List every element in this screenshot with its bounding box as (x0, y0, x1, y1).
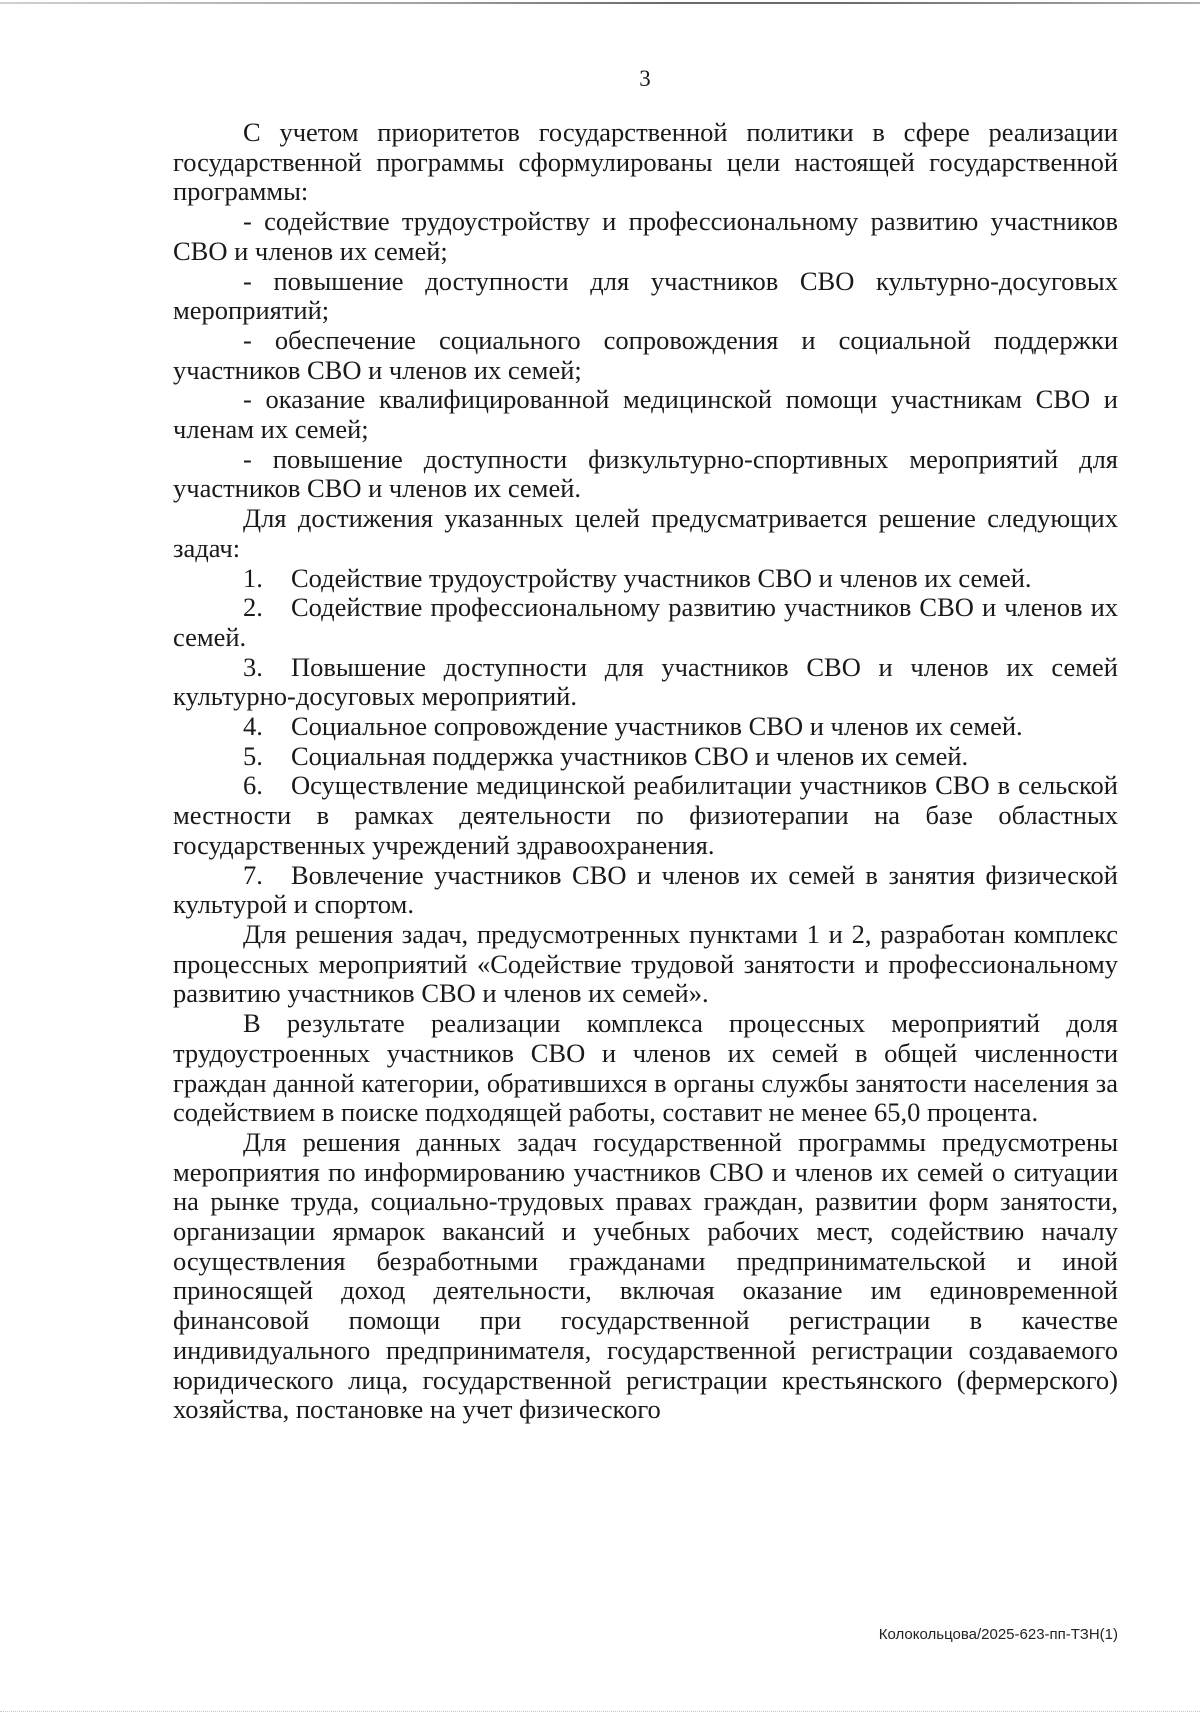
tasks-intro-paragraph: Для достижения указанных целей предусматривается решение следующих задач: (173, 503, 1118, 563)
goal-item: - содействие трудоустройству и профессиональному развитию участников СВО и членов их семей; (173, 206, 1118, 266)
page-number: 3 (639, 66, 651, 91)
task-text: Содействие трудоустройству участников СВО и членов их семей. (291, 562, 1032, 593)
task-number: 2. (243, 592, 263, 623)
task-text: Содействие профессиональному развитию участников СВО и членов их семей. (173, 592, 1118, 652)
measures-paragraph: Для решения данных задач государственной программы предусмотрены мероприятия по информированию участников СВО и членов их семей о ситуации на рынке труда, социально-трудовых правах граждан, развитии форм занятости, организации ярмарок вакансий и учебных рабочих мест, содействию началу осуществления безработными гражданами предпринимательской и иной приносящей доход деятельности, включая оказание им единовременной финансовой помощи при государственной регистрации в качестве индивидуального предпринимателя, государственной регистрации создаваемого юридического лица, государственной регистрации крестьянского (фермерского) хозяйства, постановке на учет физического (173, 1126, 1118, 1425)
task-item (173, 593, 1118, 652)
task-number: 1. (243, 562, 263, 593)
task-number: 3. (243, 651, 263, 682)
task-text: Осуществление медицинской реабилитации участников СВО в сельской местности в рамках деятельности по физиотерапии на базе областных государственных учреждений здравоохранения. (173, 770, 1118, 860)
goals-intro-paragraph: С учетом приоритетов государственной политики в сфере реализации государственной программы сформулированы цели настоящей государственной программы: (173, 117, 1118, 207)
task-number: 7. (243, 859, 263, 890)
task-item (173, 742, 1118, 772)
goal-item: - повышение доступности физкультурно-спортивных мероприятий для участников СВО и членов их семей. (173, 443, 1118, 504)
task-item (173, 564, 1118, 594)
process-complex-paragraph: Для решения задач, предусмотренных пунктами 1 и 2, разработан комплекс процессных мероприятий «Содействие трудовой занятости и профессиональному развитию участников СВО и членов их семей». (173, 918, 1118, 1009)
task-number: 5. (243, 740, 263, 771)
task-item (173, 771, 1118, 860)
task-text: Социальная поддержка участников СВО и членов их семей. (291, 740, 969, 771)
goal-item: - обеспечение социального сопровождения и социальной поддержки участников СВО и членов их семей; (173, 324, 1118, 385)
document-footer-code: Колокольцова/2025-623-пп-ТЗН(1) (878, 1626, 1118, 1643)
task-text: Вовлечение участников СВО и членов их семей в занятия физической культурой и спортом. (173, 859, 1118, 920)
task-item (173, 712, 1118, 742)
task-text: Социальное сопровождение участников СВО и членов их семей. (291, 711, 1023, 742)
scan-edge-bottom (0, 1711, 1200, 1713)
goal-item: - оказание квалифицированной медицинской помощи участникам СВО и членам их семей; (173, 384, 1118, 445)
task-item (173, 861, 1118, 920)
document-body (173, 118, 1118, 1425)
task-number: 6. (243, 770, 263, 801)
task-item (173, 653, 1118, 712)
scan-edge-top (0, 2, 1200, 4)
task-text: Повышение доступности для участников СВО и членов их семей культурно-досуговых мероприятий. (173, 651, 1118, 712)
goal-item: - повышение доступности для участников СВО культурно-досуговых мероприятий; (173, 265, 1118, 326)
result-paragraph: В результате реализации комплекса процессных мероприятий доля трудоустроенных участников СВО и членов их семей в общей численности граждан данной категории, обратившихся в органы службы занятости населения за содействием в поиске подходящей работы, составит не менее 65,0 процента. (173, 1008, 1118, 1128)
task-number: 4. (243, 711, 263, 742)
